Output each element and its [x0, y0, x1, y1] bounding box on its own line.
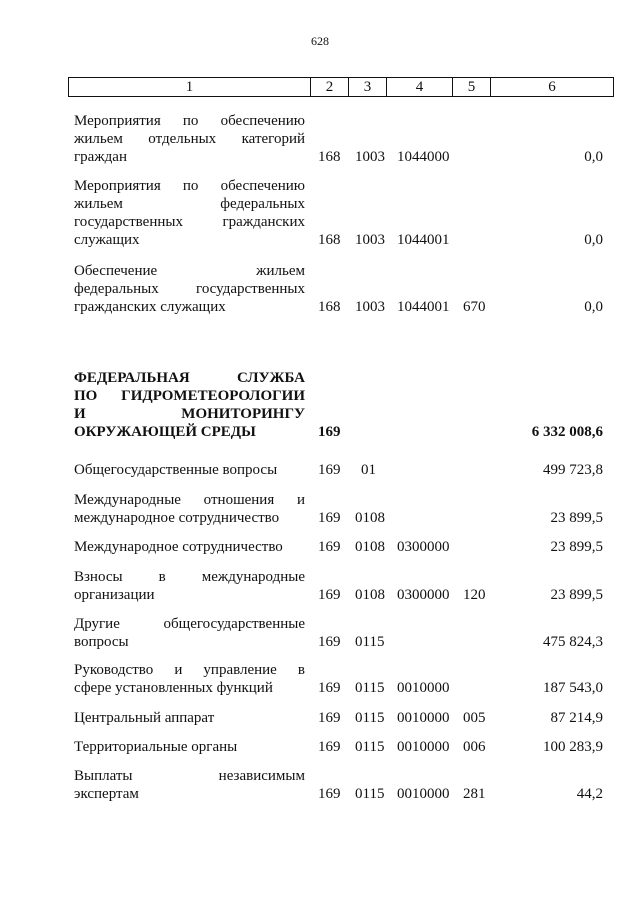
- row-target-article: 1044001: [397, 299, 450, 315]
- row-name: [74, 568, 305, 604]
- row-name: [74, 262, 305, 316]
- row-sum: 0,0: [584, 232, 603, 248]
- column-header-6: 6: [491, 78, 614, 97]
- row-sum: 187 543,0: [543, 680, 603, 696]
- row-target-article: 1044000: [397, 149, 450, 165]
- row-ved: 168: [318, 232, 341, 248]
- row-name-line: вопросы: [74, 634, 129, 650]
- row-name: [74, 738, 305, 756]
- row-name-line: жильем отдельных категорий: [74, 131, 305, 147]
- row-section: 0108: [355, 539, 385, 555]
- row-ved: 169: [318, 680, 341, 696]
- row-section: 0108: [355, 587, 385, 603]
- row-section: 1003: [355, 232, 385, 248]
- row-name: [74, 615, 305, 651]
- row-name-line: служащих: [74, 232, 140, 248]
- row-target-article: 0300000: [397, 587, 450, 603]
- row-section: 0108: [355, 510, 385, 526]
- row-target-article: 0010000: [397, 710, 450, 726]
- row-ved: 169: [318, 710, 341, 726]
- row-name-line: сфере установленных функций: [74, 680, 273, 696]
- row-name: [74, 112, 305, 166]
- row-sum: 0,0: [584, 299, 603, 315]
- column-header-4: 4: [387, 78, 453, 97]
- row-name-line: гражданских служащих: [74, 299, 226, 315]
- row-name: [74, 709, 305, 727]
- row-name: [74, 661, 305, 697]
- row-sum: 23 899,5: [550, 587, 603, 603]
- row-section: 0115: [355, 786, 385, 802]
- column-header-row: [69, 78, 614, 97]
- row-sum: 23 899,5: [550, 510, 603, 526]
- row-name: [74, 538, 305, 556]
- row-target-article: 0010000: [397, 786, 450, 802]
- row-target-article: 0300000: [397, 539, 450, 555]
- row-name-line: Международные отношения и: [74, 492, 305, 508]
- row-name: [74, 177, 305, 249]
- row-section: 0115: [355, 680, 385, 696]
- row-expense-type: 670: [463, 299, 486, 315]
- row-name-line: Мероприятия по обеспечению: [74, 178, 305, 194]
- row-ved: 169: [318, 462, 341, 478]
- row-ved: 168: [318, 299, 341, 315]
- row-ved: 169: [318, 786, 341, 802]
- row-section: 1003: [355, 299, 385, 315]
- row-sum: 0,0: [584, 149, 603, 165]
- row-name-line: Центральный аппарат: [74, 710, 215, 726]
- row-name-line: Мероприятия по обеспечению: [74, 113, 305, 129]
- row-name-line: Руководство и управление в: [74, 662, 305, 678]
- row-name-line: Другие общегосударственные: [74, 616, 305, 632]
- row-sum: 87 214,9: [550, 710, 603, 726]
- row-target-article: 0010000: [397, 739, 450, 755]
- row-expense-type: 281: [463, 786, 486, 802]
- column-header-table: [68, 77, 614, 97]
- row-ved: 169: [318, 510, 341, 526]
- row-name-line: Обеспечение жильем: [74, 263, 305, 279]
- row-name-line: И МОНИТОРИНГУ: [74, 406, 305, 422]
- row-section: 0115: [355, 710, 385, 726]
- column-header-1: 1: [69, 78, 311, 97]
- row-target-article: 1044001: [397, 232, 450, 248]
- agency-name: [74, 369, 305, 441]
- row-sum: 6 332 008,6: [531, 424, 603, 440]
- row-expense-type: 120: [463, 587, 486, 603]
- row-name-line: Международное сотрудничество: [74, 539, 283, 555]
- row-ved: 169: [318, 539, 341, 555]
- column-header-3: 3: [349, 78, 387, 97]
- row-name-line: ФЕДЕРАЛЬНАЯ СЛУЖБА: [74, 370, 305, 386]
- row-name: [74, 491, 305, 527]
- row-name: [74, 767, 305, 803]
- row-name-line: Выплаты независимым: [74, 768, 305, 784]
- row-ved: 169: [318, 424, 341, 440]
- row-name-line: организации: [74, 587, 155, 603]
- row-name-line: экспертам: [74, 786, 139, 802]
- row-ved: 169: [318, 739, 341, 755]
- row-sum: 44,2: [576, 786, 603, 802]
- row-sum: 499 723,8: [543, 462, 603, 478]
- row-name-line: граждан: [74, 149, 127, 165]
- page-number: 628: [311, 34, 329, 48]
- row-name-line: ОКРУЖАЮЩЕЙ СРЕДЫ: [74, 424, 256, 440]
- row-name-line: Территориальные органы: [74, 739, 238, 755]
- row-name-line: международное сотрудничество: [74, 510, 280, 526]
- row-section: 01: [361, 462, 376, 478]
- row-sum: 23 899,5: [550, 539, 603, 555]
- row-section: 0115: [355, 739, 385, 755]
- column-header-2: 2: [311, 78, 349, 97]
- row-name-line: Взносы в международные: [74, 569, 305, 585]
- row-name-line: Общегосударственные вопросы: [74, 462, 278, 478]
- column-header-5: 5: [453, 78, 491, 97]
- row-name: [74, 461, 305, 479]
- row-name-line: ПО ГИДРОМЕТЕОРОЛОГИИ: [74, 388, 305, 404]
- row-section: 1003: [355, 149, 385, 165]
- row-name-line: федеральных государственных: [74, 281, 305, 297]
- row-name-line: жильем федеральных: [74, 196, 305, 212]
- row-expense-type: 006: [463, 739, 486, 755]
- row-section: 0115: [355, 634, 385, 650]
- row-sum: 475 824,3: [543, 634, 603, 650]
- row-target-article: 0010000: [397, 680, 450, 696]
- row-ved: 168: [318, 149, 341, 165]
- row-ved: 169: [318, 634, 341, 650]
- row-expense-type: 005: [463, 710, 486, 726]
- row-name-line: государственных гражданских: [74, 214, 305, 230]
- row-ved: 169: [318, 587, 341, 603]
- row-sum: 100 283,9: [543, 739, 603, 755]
